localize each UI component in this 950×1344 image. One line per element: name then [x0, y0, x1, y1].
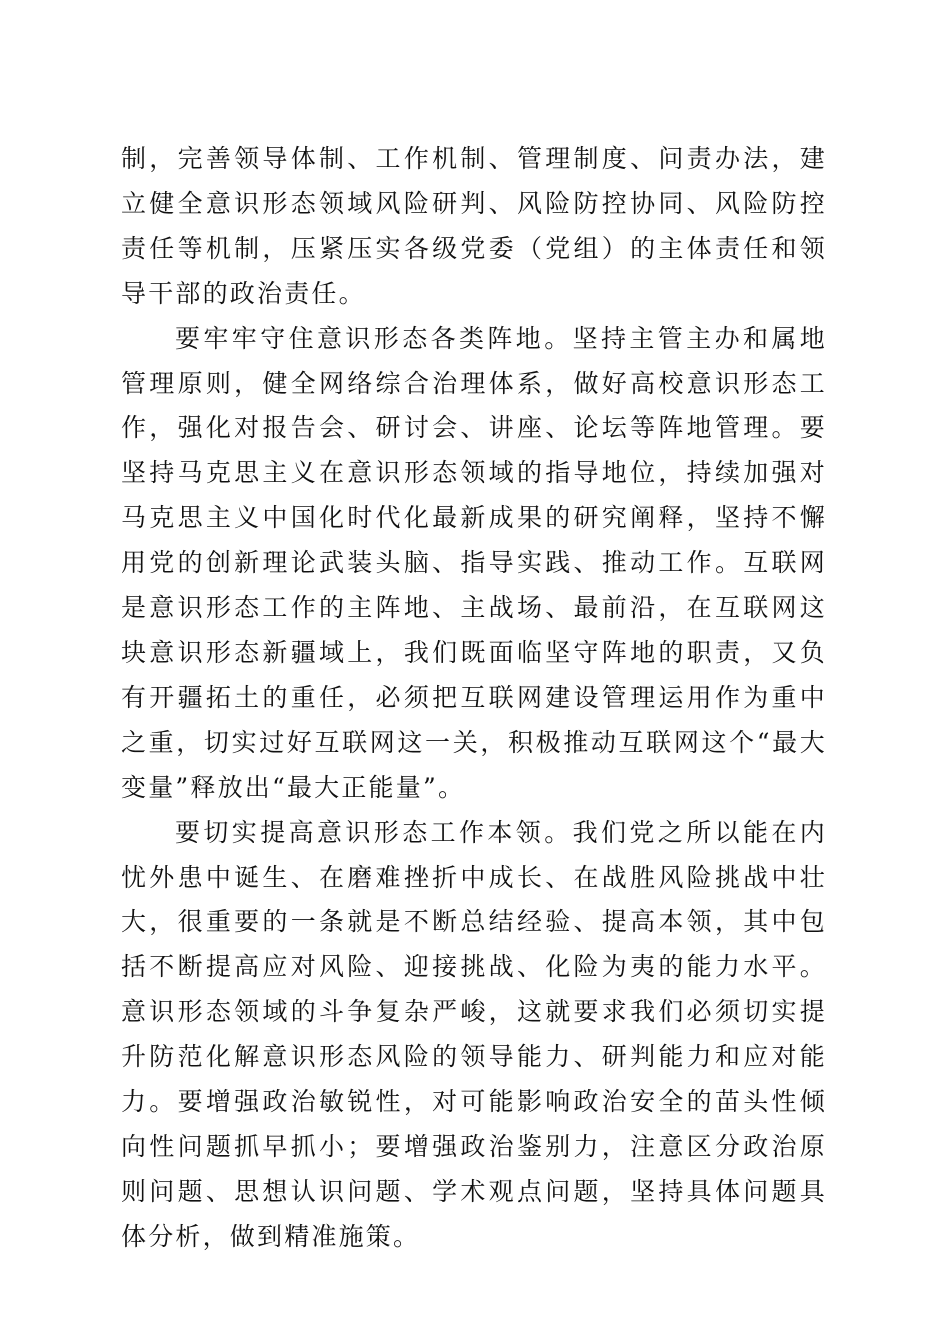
paragraph-ideological-positions: 要牢牢守住意识形态各类阵地。坚持主管主办和属地管理原则，健全网络综合治理体系，做好高校意识形态工作，强化对报告会、研讨会、讲座、论坛等阵地管理。要坚持马克思主义在意识形态领域的指导地位，持续加强对马克思主义中国化时代化最新成果的研究阐释，坚持不懈用党的创新理论武装头脑、指导实践、推动工作。互联网是意识形态工作的主阵地、主战场、最前沿，在互联网这块意识形态新疆域上，我们既面临坚守阵地的职责，又负有开疆拓土的重任，必须把互联网建设管理运用作为重中之重，切实过好互联网这一关，积极推动互联网这个“最大变量”释放出“最大正能量”。 — [121, 323, 827, 802]
paragraph-ideological-skills: 要切实提高意识形态工作本领。我们党之所以能在内忧外患中诞生、在磨难挫折中成长、在战胜风险挑战中壮大，很重要的一条就是不断总结经验、提高本领，其中包括不断提高应对风险、迎接挑战、化险为夷的能力水平。意识形态领域的斗争复杂严峻，这就要求我们必须切实提升防范化解意识形态风险的领导能力、研判能力和应对能力。要增强政治敏锐性，对可能影响政治安全的苗头性倾向性问题抓早抓小；要增强政治鉴别力，注意区分政治原则问题、思想认识问题、学术观点问题，坚持具体问题具体分析，做到精准施策。 — [121, 817, 827, 1251]
paragraph-continuation: 制，完善领导体制、工作机制、管理制度、问责办法，建立健全意识形态领域风险研判、风险防控协同、风险防控责任等机制，压紧压实各级党委（党组）的主体责任和领导干部的政治责任。 — [121, 144, 827, 308]
document-body — [121, 137, 827, 1260]
